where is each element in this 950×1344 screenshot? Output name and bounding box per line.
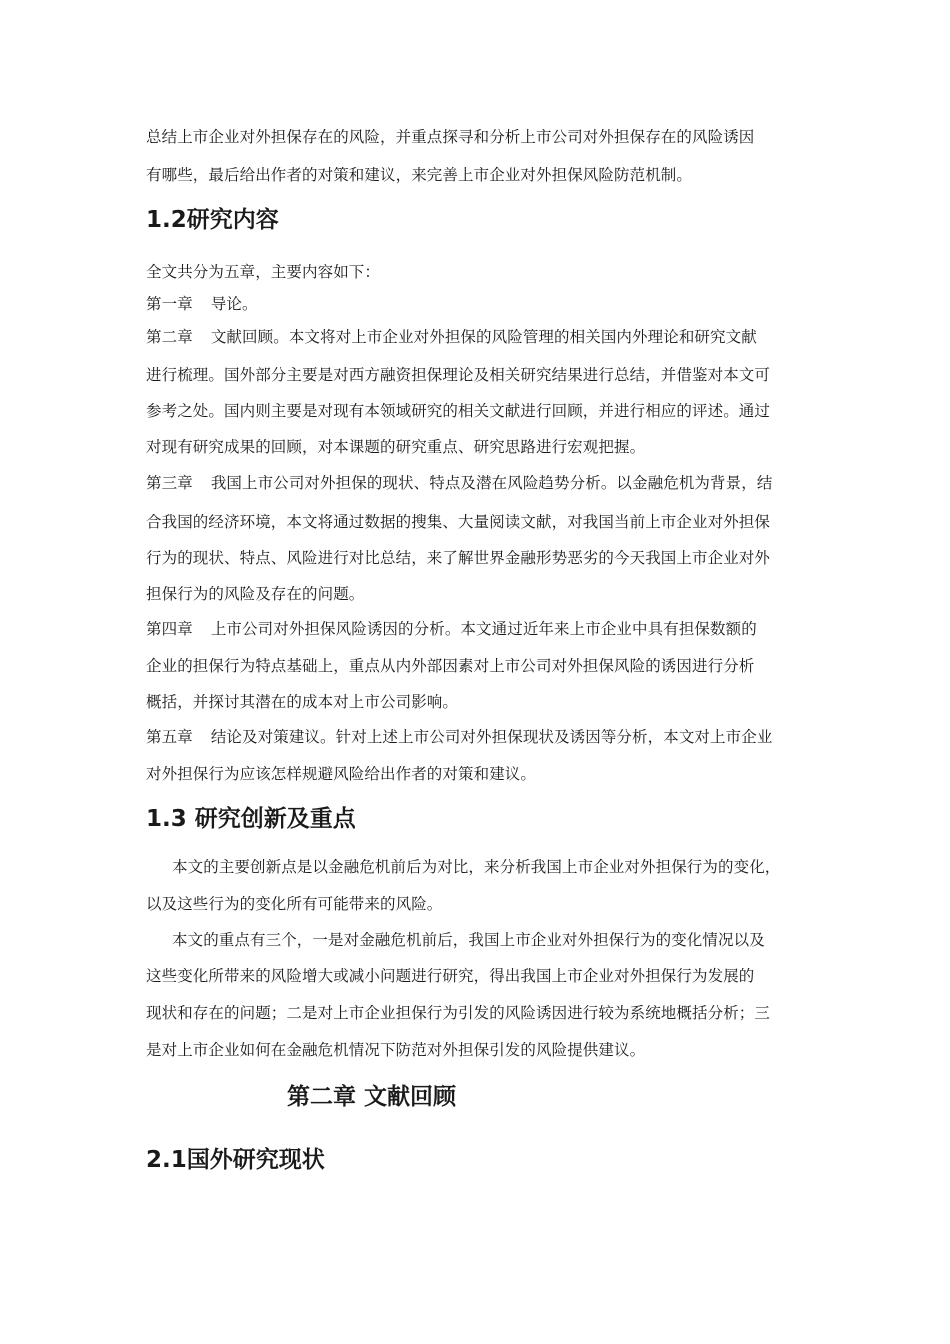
chapter-text: 导论。	[210, 295, 258, 313]
chapter-5-entry	[146, 727, 816, 747]
chapter-text: 文献回顾。本文将对上市企业对外担保的风险管理的相关国内外理论和研究文献	[210, 328, 757, 346]
chapter-2-line: 进行梳理。国外部分主要是对西方融资担保理论及相关研究结果进行总结，并借鉴对本文可	[146, 366, 771, 384]
focus-para-line-4: 是对上市企业如何在金融危机情况下防范对外担保引发的风险提供建议。	[146, 1041, 646, 1059]
chapter-label: 第五章	[146, 728, 193, 746]
section-heading-2-1: 2.1国外研究现状	[146, 1147, 325, 1173]
chapter-3-line: 合我国的经济环境，本文将通过数据的搜集、大量阅读文献，对我国当前上市企业对外担保	[146, 513, 771, 531]
chapter-2-line: 参考之处。国内则主要是对现有本领域研究的相关文献进行回顾，并进行相应的评述。通过	[146, 402, 771, 420]
innovation-para-line-1: 本文的主要创新点是以金融危机前后为对比，来分析我国上市企业对外担保行为的变化，	[172, 858, 781, 876]
focus-para-line-3: 现状和存在的问题；二是对上市企业担保行为引发的风险诱因进行较为系统地概括分析；三	[146, 1004, 771, 1022]
chapter-label: 第四章	[146, 620, 193, 638]
chapter-text: 上市公司对外担保风险诱因的分析。本文通过近年来上市企业中具有担保数额的	[210, 620, 757, 638]
section-heading-1-3: 1.3 研究创新及重点	[146, 806, 356, 832]
chapter-2-entry	[146, 327, 816, 347]
chapter-3-line: 行为的现状、特点、风险进行对比总结，来了解世界金融形势恶劣的今天我国上市企业对外	[146, 549, 771, 567]
chapter-2-title: 第二章 文献回顾	[287, 1084, 457, 1110]
chapter-4-line: 概括，并探讨其潜在的成本对上市公司影响。	[146, 693, 459, 711]
intro-line-1: 总结上市企业对外担保存在的风险，并重点探寻和分析上市公司对外担保存在的风险诱因	[146, 128, 755, 146]
chapter-5-line: 对外担保行为应该怎样规避风险给出作者的对策和建议。	[146, 765, 537, 783]
chapter-3-line: 担保行为的风险及存在的问题。	[146, 585, 365, 603]
focus-para-line-2: 这些变化所带来的风险增大或减小问题进行研究，得出我国上市企业对外担保行为发展的	[146, 967, 755, 985]
innovation-para-line-2: 以及这些行为的变化所有可能带来的风险。	[146, 895, 443, 913]
section-intro: 全文共分为五章，主要内容如下：	[146, 263, 381, 281]
chapter-2-line: 对现有研究成果的回顾，对本课题的研究重点、研究思路进行宏观把握。	[146, 438, 646, 456]
chapter-text: 结论及对策建议。针对上述上市公司对外担保现状及诱因等分析，本文对上市企业	[210, 728, 773, 746]
intro-line-2: 有哪些，最后给出作者的对策和建议，来完善上市企业对外担保风险防范机制。	[146, 166, 693, 184]
chapter-4-entry	[146, 619, 816, 639]
chapter-label: 第二章	[146, 328, 193, 346]
chapter-1-entry	[146, 294, 816, 314]
chapter-4-line: 企业的担保行为特点基础上，重点从内外部因素对上市公司对外担保风险的诱因进行分析	[146, 657, 755, 675]
section-heading-1-2: 1.2研究内容	[146, 207, 279, 233]
chapter-label: 第一章	[146, 295, 193, 313]
chapter-text: 我国上市公司对外担保的现状、特点及潜在风险趋势分析。以金融危机为背景，结	[210, 474, 773, 492]
chapter-3-entry	[146, 473, 816, 493]
focus-para-line-1: 本文的重点有三个，一是对金融危机前后，我国上市企业对外担保行为的变化情况以及	[172, 931, 765, 949]
chapter-label: 第三章	[146, 474, 193, 492]
